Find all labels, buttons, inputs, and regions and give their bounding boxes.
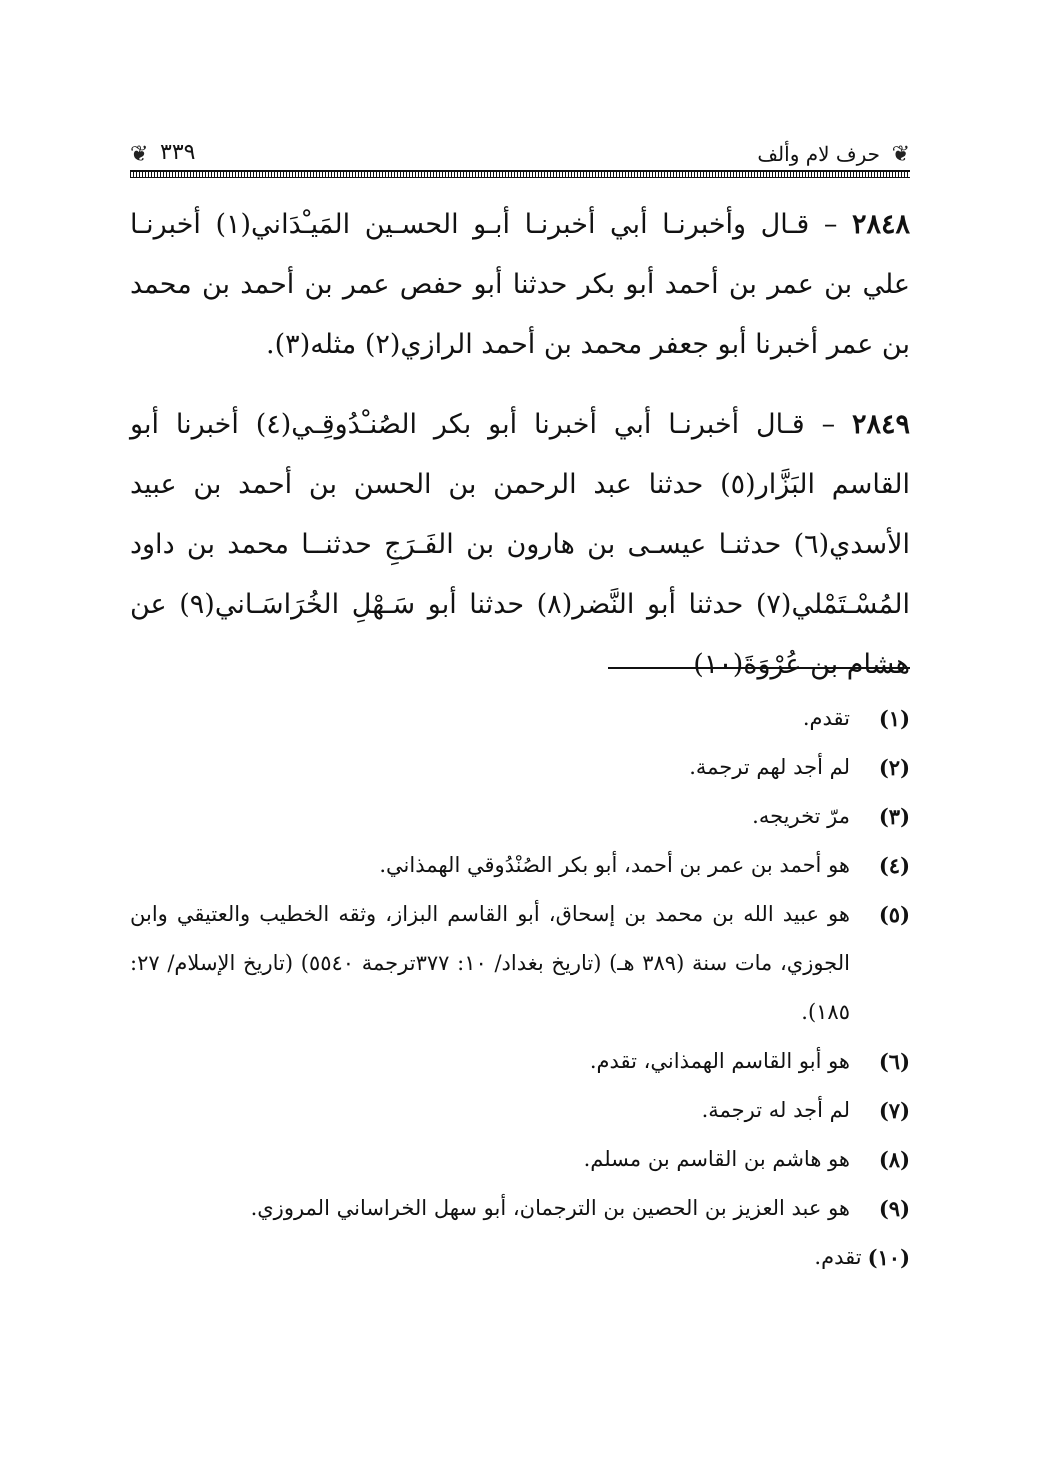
footnote-item [130, 841, 910, 890]
footnote-mark: (٣) [878, 804, 910, 829]
footnote-item [130, 792, 910, 841]
header-rule [130, 170, 910, 178]
header-ornament-right-icon: ❦ [891, 142, 910, 167]
main-text [130, 195, 910, 695]
footnote-text: هو أبو القاسم الهمذاني، تقدم. [589, 1049, 850, 1073]
footnote-mark: (٧) [878, 1098, 910, 1123]
footnote-text: تقدم. [814, 1245, 862, 1269]
hadith-paragraph [130, 395, 910, 695]
page-header [130, 140, 910, 180]
footnote-item [130, 1037, 910, 1086]
footnote-text: هو هاشم بن القاسم بن مسلم. [583, 1147, 850, 1171]
footnote-text: تقدم. [802, 706, 850, 730]
hadith-text: – قـال وأخبرنـا أبي أخبرنـا أبـو الحسـين المَيـْدَاني(١) أخبرنـا علي بن عمر بن أحمد أبو بكر حدثنا أبو حفص عمر بن أحمد بن محمد بن عمر أخبرنا أبو جعفر محمد بن أحمد الرازي(٢) مثله(٣). [130, 209, 910, 360]
footnote-item [130, 1233, 910, 1282]
footnote-separator [608, 667, 910, 669]
footnote-mark: (٤) [878, 853, 910, 878]
header-ornament-left-icon: ❦ [130, 142, 149, 167]
footnote-text: لم أجد لهم ترجمة. [689, 755, 850, 779]
footnote-text: هو عبد العزيز بن الحصين بن الترجمان، أبو سهل الخراساني المروزي. [250, 1196, 850, 1220]
footnote-item [130, 1184, 910, 1233]
footnote-text: هو أحمد بن عمر بن أحمد، أبو بكر الصُنْدُوقي الهمذاني. [379, 853, 850, 877]
footnote-item [130, 1086, 910, 1135]
hadith-number: ٢٨٤٨ [851, 209, 910, 240]
footnote-text: مرّ تخريجه. [752, 804, 850, 828]
footnotes [130, 694, 910, 1282]
footnote-item [130, 694, 910, 743]
hadith-number: ٢٨٤٩ [851, 409, 910, 440]
footnote-item [130, 890, 910, 1037]
footnote-mark: (١) [878, 706, 910, 731]
page-number: ٣٣٩ [160, 140, 196, 165]
hadith-paragraph [130, 195, 910, 375]
footnote-mark: (١٠) [867, 1245, 910, 1270]
hadith-text: – قـال أخبرنـا أبي أخبرنا أبو بكر الصُنـْدُوقِـي(٤) أخبرنا أبو القاسم البَزَّار(٥) حدثنا عبد الرحمن بن الحسن بن أحمد بن عبيد الأسدي(٦) حدثنـا عيسـى بن هارون بن الفَـرَجِ حدثنــا محمد بن داود المُسْـتَمْلي(٧) حدثنا أبو النَّضر(٨) حدثنا أبو سَـهْلِ الخُرَاسَـاني(٩) عن هشام بن عُرْوَةَ(١٠) [130, 409, 910, 680]
footnote-mark: (٢) [878, 755, 910, 780]
footnote-item [130, 743, 910, 792]
footnote-mark: (٩) [878, 1196, 910, 1221]
footnote-text: لم أجد له ترجمة. [701, 1098, 850, 1122]
chapter-title: حرف لام وألف [757, 142, 880, 166]
footnote-text: هو عبيد الله بن محمد بن إسحاق، أبو القاسم البزاز، وثقه الخطيب والعتيقي وابن الجوزي، مات سنة (٣٨٩ هـ) (تاريخ بغداد/ ١٠: ٣٧٧ترجمة ٥٥٤٠) (تاريخ الإسلام/ ٢٧: ١٨٥). [130, 902, 850, 1024]
footnote-mark: (٨) [878, 1147, 910, 1172]
footnote-mark: (٥) [878, 902, 910, 927]
footnote-item [130, 1135, 910, 1184]
footnote-mark: (٦) [878, 1049, 910, 1074]
